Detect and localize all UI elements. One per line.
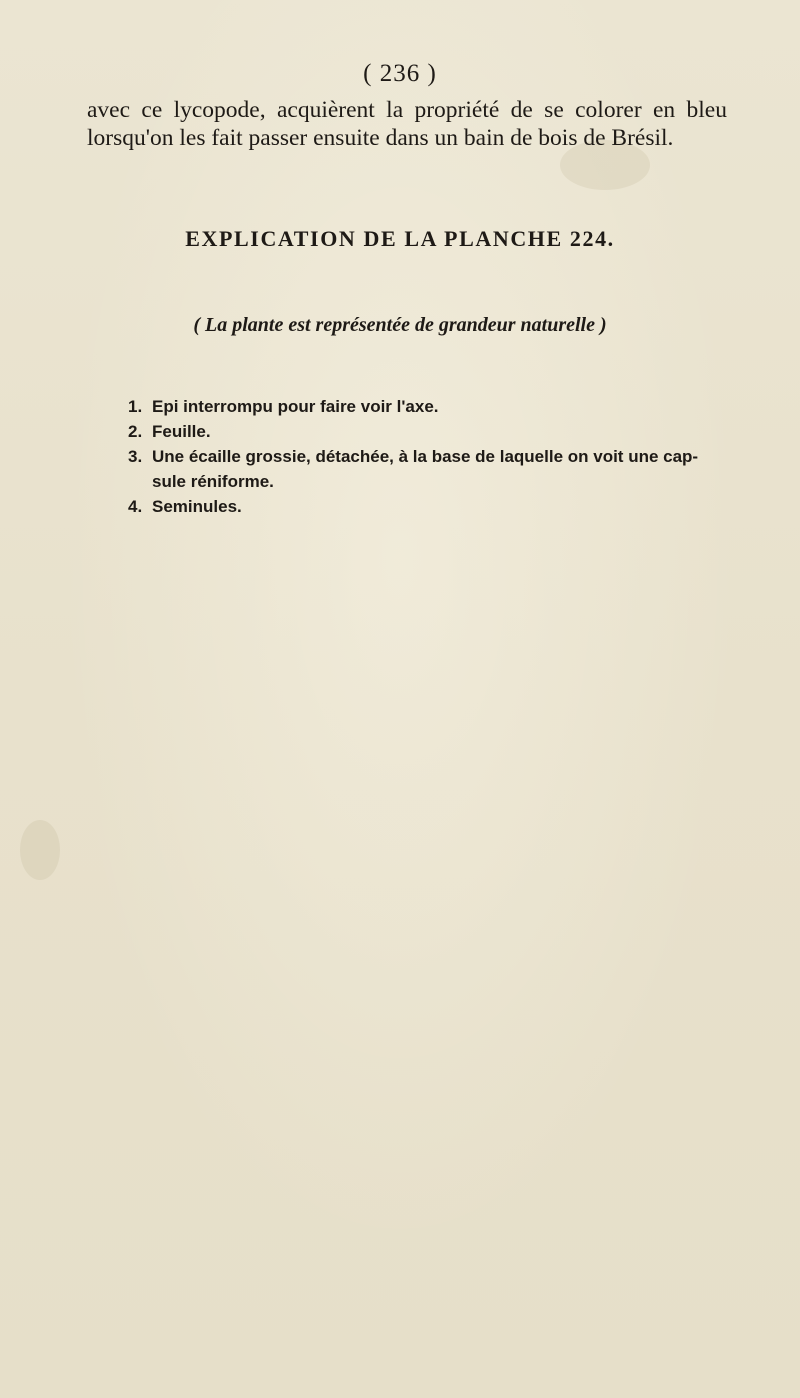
legend-number: 4. [128, 497, 143, 516]
legend-text-continuation: sule réniforme. [152, 472, 274, 491]
page-number: ( 236 ) [363, 60, 437, 87]
plate-heading: EXPLICATION DE LA PLANCHE 224. [185, 226, 615, 251]
legend-item [128, 444, 728, 494]
legend-text: Seminules. [152, 497, 242, 516]
legend-number: 1. [128, 397, 143, 416]
legend-item [128, 419, 728, 444]
legend-number: 3. [128, 447, 143, 466]
figure-legend [128, 394, 728, 519]
legend-item [128, 394, 728, 419]
paper-stain [20, 820, 60, 880]
legend-text: Epi interrompu pour faire voir l'axe. [152, 397, 439, 416]
legend-item [128, 494, 728, 519]
legend-number: 2. [128, 422, 143, 441]
legend-text: Une écaille grossie, détachée, à la base de laquelle on voit une cap- [152, 447, 699, 466]
legend-text: Feuille. [152, 422, 211, 441]
intro-paragraph: avec ce lycopode, acquièrent la propriété de se colorer en bleu lorsqu'on les fait passer ensuite dans un bain de bois de Brésil. [87, 97, 727, 151]
plate-subtitle: ( La plante est représentée de grandeur naturelle ) [193, 314, 607, 336]
